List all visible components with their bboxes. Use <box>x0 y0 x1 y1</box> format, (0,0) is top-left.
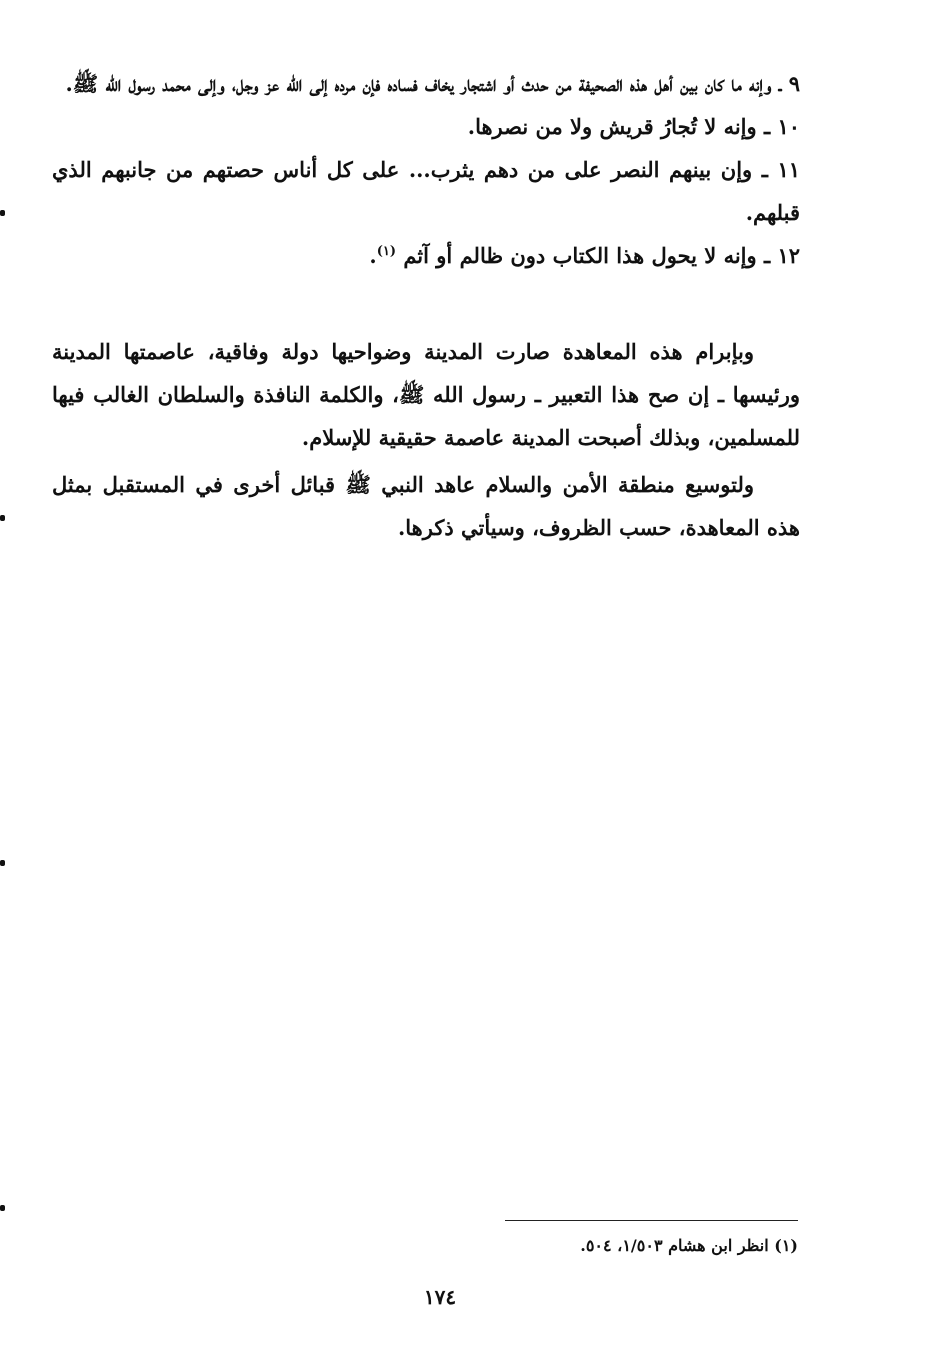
treaty-item-12-text: ١٢ ـ وإنه لا يحول هذا الكتاب دون ظالم أو آثم <box>403 243 800 268</box>
footnote: (١) انظر ابن هشام ١/٥٠٣، ٥٠٤. <box>580 1236 798 1255</box>
scan-mark <box>0 210 5 216</box>
footnote-divider <box>505 1220 798 1221</box>
treaty-item-10: ١٠ ـ وإنه لا تُجارُ قريش ولا من نصرها. <box>467 114 800 139</box>
scan-mark <box>0 1205 5 1211</box>
page-number: ١٧٤ <box>423 1285 457 1309</box>
scan-mark <box>0 860 5 866</box>
treaty-item-11: ١١ ـ وإن بينهم النصر على من دهم يثرب... على كل أناس حصتهم من جانبهم الذي قبلهم. <box>52 157 800 225</box>
commentary-paragraph-2: ولتوسيع منطقة الأمن والسلام عاهد النبي ﷺ قبائل أخرى في المستقبل بمثل هذه المعاهدة، حسب الظروف، وسيأتي ذكرها. <box>52 472 800 540</box>
treaty-item-12 <box>52 234 800 277</box>
treaty-item-9: ٩ ـ وإنه ما كان بين أهل هذه الصحيفة من حدث أو اشتجار يخاف فساده فإن مرده إلى الله عز وجل، وإلى محمد رسول الله ﷺ. <box>65 71 800 96</box>
scan-mark <box>0 515 5 521</box>
treaty-items <box>52 62 800 277</box>
commentary <box>52 330 800 553</box>
commentary-paragraph-1: وبإبرام هذه المعاهدة صارت المدينة وضواحيها دولة وفاقية، عاصمتها المدينة ورئيسها ـ إن صح هذا التعبير ـ رسول الله ﷺ، والكلمة النافذة والسلطان الغالب فيها للمسلمين، وبذلك أصبحت المدينة عاصمة حقيقية للإسلام. <box>52 339 800 450</box>
footnote-reference: (١) <box>376 244 396 259</box>
treaty-item-12-end: . <box>369 243 377 268</box>
